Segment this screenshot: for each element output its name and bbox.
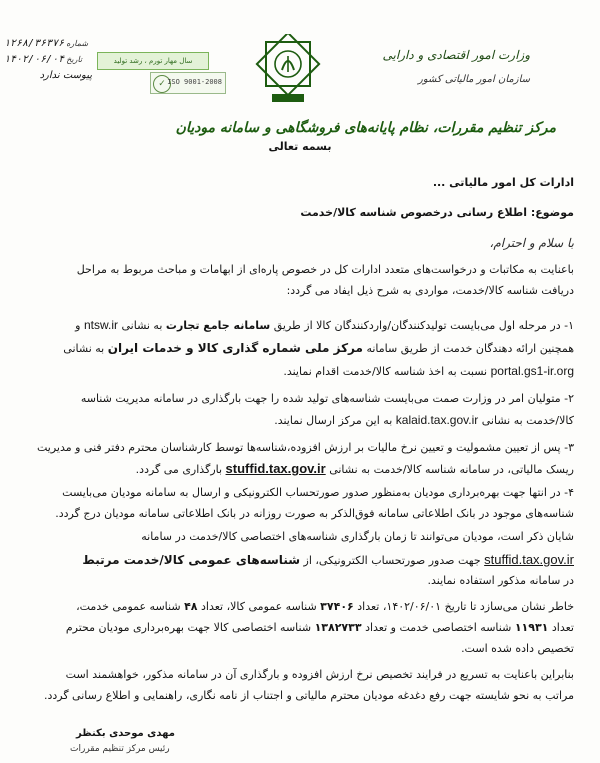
- item-1-line-1: [75, 318, 574, 333]
- stats-text-d: تعداد: [551, 621, 574, 634]
- item-1-text-e: همچنین ارائه دهندگان خدمت از طریق سامانه: [366, 342, 574, 355]
- date-label: تاریخ: [66, 55, 83, 64]
- gs1-portal-link[interactable]: portal.gs1-ir.org: [490, 364, 574, 378]
- subject-line: موضوع: اطلاع رسانی درخصوص شناسه کالا/خدمت: [300, 206, 574, 219]
- basmala: بسمه تعالی: [268, 140, 332, 153]
- note-line-3: در سامانه مذکور استفاده نمایند.: [427, 574, 574, 587]
- item-1-centre-name: مرکز ملی شماره گذاری کالا و خدمات ایران: [107, 341, 363, 355]
- stats-text-e: شناسه اختصاصی خدمت و تعداد: [365, 621, 512, 634]
- note-general-ids: شناسه‌های عمومی کالا/خدمت مرتبط: [82, 553, 301, 567]
- ministry-name: وزارت امور اقتصادی و دارایی: [382, 48, 530, 62]
- item-1-text-c: به نشانی: [121, 319, 163, 332]
- organization-name: سازمان امور مالیاتی کشور: [418, 74, 530, 85]
- stats-line-2: [66, 621, 574, 635]
- reference-label: شماره: [66, 39, 89, 48]
- letter-date: ۱۴۰۲/۰۶/۰۴: [4, 54, 65, 65]
- stuffid-link-note[interactable]: stuffid.tax.gov.ir: [484, 552, 574, 567]
- item-4-line-1: ۴- در انتها جهت بهره‌برداری مودیان به‌منظور صدور صورتحساب الکترونیکی و ارسال به سامانه مودیان می‌بایست: [62, 486, 574, 499]
- centre-name: مرکز تنظیم مقررات، نظام پایانه‌های فروشگاهی و سامانه مودیان: [175, 120, 556, 136]
- stats-line-3: تخصیص داده شده است.: [461, 642, 574, 655]
- reference-block: [4, 36, 92, 84]
- stats-text-a: خاطر نشان می‌سازد تا تاریخ ۱۴۰۲/۰۶/۰۱، تعداد: [357, 600, 574, 613]
- iso-certificate-text: ISO 9001-2008: [167, 78, 222, 86]
- intro-line-1: باعنایت به مکاتبات و درخواست‌های متعدد ادارات کل در خصوص پاره‌ای از ابهامات و مباحث مربوط به مراحل: [76, 263, 574, 276]
- greeting: با سلام و احترام،: [489, 236, 574, 250]
- attachment-note: پیوست ندارد: [39, 70, 92, 81]
- closing-line-1: بنابراین باعنایت به تسریع در فرایند تخصیص نرخ ارزش افزوده و بارگذاری آن در سامانه مذکور، خواهشمند است: [65, 668, 574, 681]
- item-1-system-name: سامانه جامع تجارت: [165, 319, 271, 332]
- item-1-text-g: نسبت به اخذ شناسه کالا/خدمت اقدام نمایند.: [283, 365, 488, 378]
- item-2-line-1: ۲- متولیان امر در وزارت صمت می‌بایست شناسه‌های تولید شده را جهت بارگذاری در سامانه مدیریت شناسه: [80, 392, 574, 405]
- stats-text-f: شناسه اختصاصی کالا جهت بهره‌برداری مودیان محترم: [65, 621, 312, 634]
- stats-general-goods: ۳۷۴۰۶: [320, 600, 354, 613]
- stuffid-link[interactable]: stuffid.tax.gov.ir: [225, 461, 326, 476]
- item-1-line-3: [283, 364, 574, 379]
- item-1-line-2: [63, 341, 574, 356]
- certification-seal-icon: ✓: [153, 75, 171, 93]
- stats-text-c: شناسه عمومی خدمت،: [76, 600, 181, 613]
- date-row: [4, 52, 92, 68]
- iso-certificate-badge: [150, 72, 226, 94]
- government-emblem-icon: [252, 34, 324, 106]
- closing-line-2: مراتب به نحو شایسته جهت رفع دغدغه مودیان محترم مالیاتی و اجتناب از نامه نگاری، راهنمایی و اطلاع رسانی گردد.: [43, 689, 574, 702]
- item-3-line-2: [136, 462, 574, 477]
- year-slogan-banner: سال مهار تورم ، رشد تولید: [97, 52, 209, 70]
- item-3-line-1: ۳- پس از تعیین مشمولیت و تعیین نرخ مالیات بر ارزش افزوده،شناسه‌ها توسط کارشناسان محترم دفتر فنی و مدیریت: [36, 441, 574, 454]
- item-1-text-a: ۱- در مرحله اول می‌بایست تولیدکنندگان/واردکنندگان کالا از طریق: [273, 319, 574, 332]
- item-1-text-d: و: [75, 319, 81, 332]
- recipient: ادارات کل امور مالیاتی ...: [432, 176, 574, 189]
- stats-line-1: [76, 600, 574, 614]
- item-2-text-a: کالا/خدمت به نشانی: [481, 414, 574, 427]
- item-4-line-2: شناسه‌های موجود در بانک اطلاعاتی سامانه فوق‌الذکر به صورت روزانه در بانک اطلاعاتی سامانه مودیان درج گردد.: [55, 507, 574, 520]
- note-text-a: جهت صدور صورتحساب الکترونیکی، از: [303, 554, 481, 567]
- stats-specific-goods: ۱۳۸۲۷۳۳: [314, 621, 362, 634]
- note-line-2: [82, 553, 574, 568]
- item-3-text-b: بارگذاری می گردد.: [135, 463, 223, 476]
- item-2-text-b: به این مرکز ارسال نمایند.: [274, 414, 393, 427]
- intro-line-2: دریافت شناسه کالا/خدمت، مواردی به شرح ذیل ایفاد می گردد:: [286, 284, 574, 297]
- reference-number-row: [4, 36, 92, 52]
- note-line-1: شایان ذکر است، مودیان می‌توانند تا زمان بارگذاری شناسه‌های اختصاصی کالا/خدمت در سامانه: [141, 530, 574, 543]
- kalaid-link[interactable]: kalaid.tax.gov.ir: [395, 413, 479, 427]
- stats-general-services: ۴۸: [184, 600, 198, 613]
- signer-title: رئیس مرکز تنظیم مقررات: [70, 744, 170, 754]
- stats-specific-services: ۱۱۹۳۱: [514, 621, 549, 634]
- ntsw-link[interactable]: ntsw.ir: [83, 318, 118, 332]
- stats-text-b: شناسه عمومی کالا، تعداد: [201, 600, 317, 613]
- item-3-text-a: ریسک مالیاتی، در سامانه شناسه کالا/خدمت به نشانی: [329, 463, 574, 476]
- reference-number: ۱۲۶۸/۳۶۳۷۶: [4, 38, 65, 49]
- item-2-line-2: [274, 413, 574, 428]
- item-1-text-f: به نشانی: [63, 342, 105, 355]
- signer-name: مهدی موحدی بکنظر: [76, 728, 175, 739]
